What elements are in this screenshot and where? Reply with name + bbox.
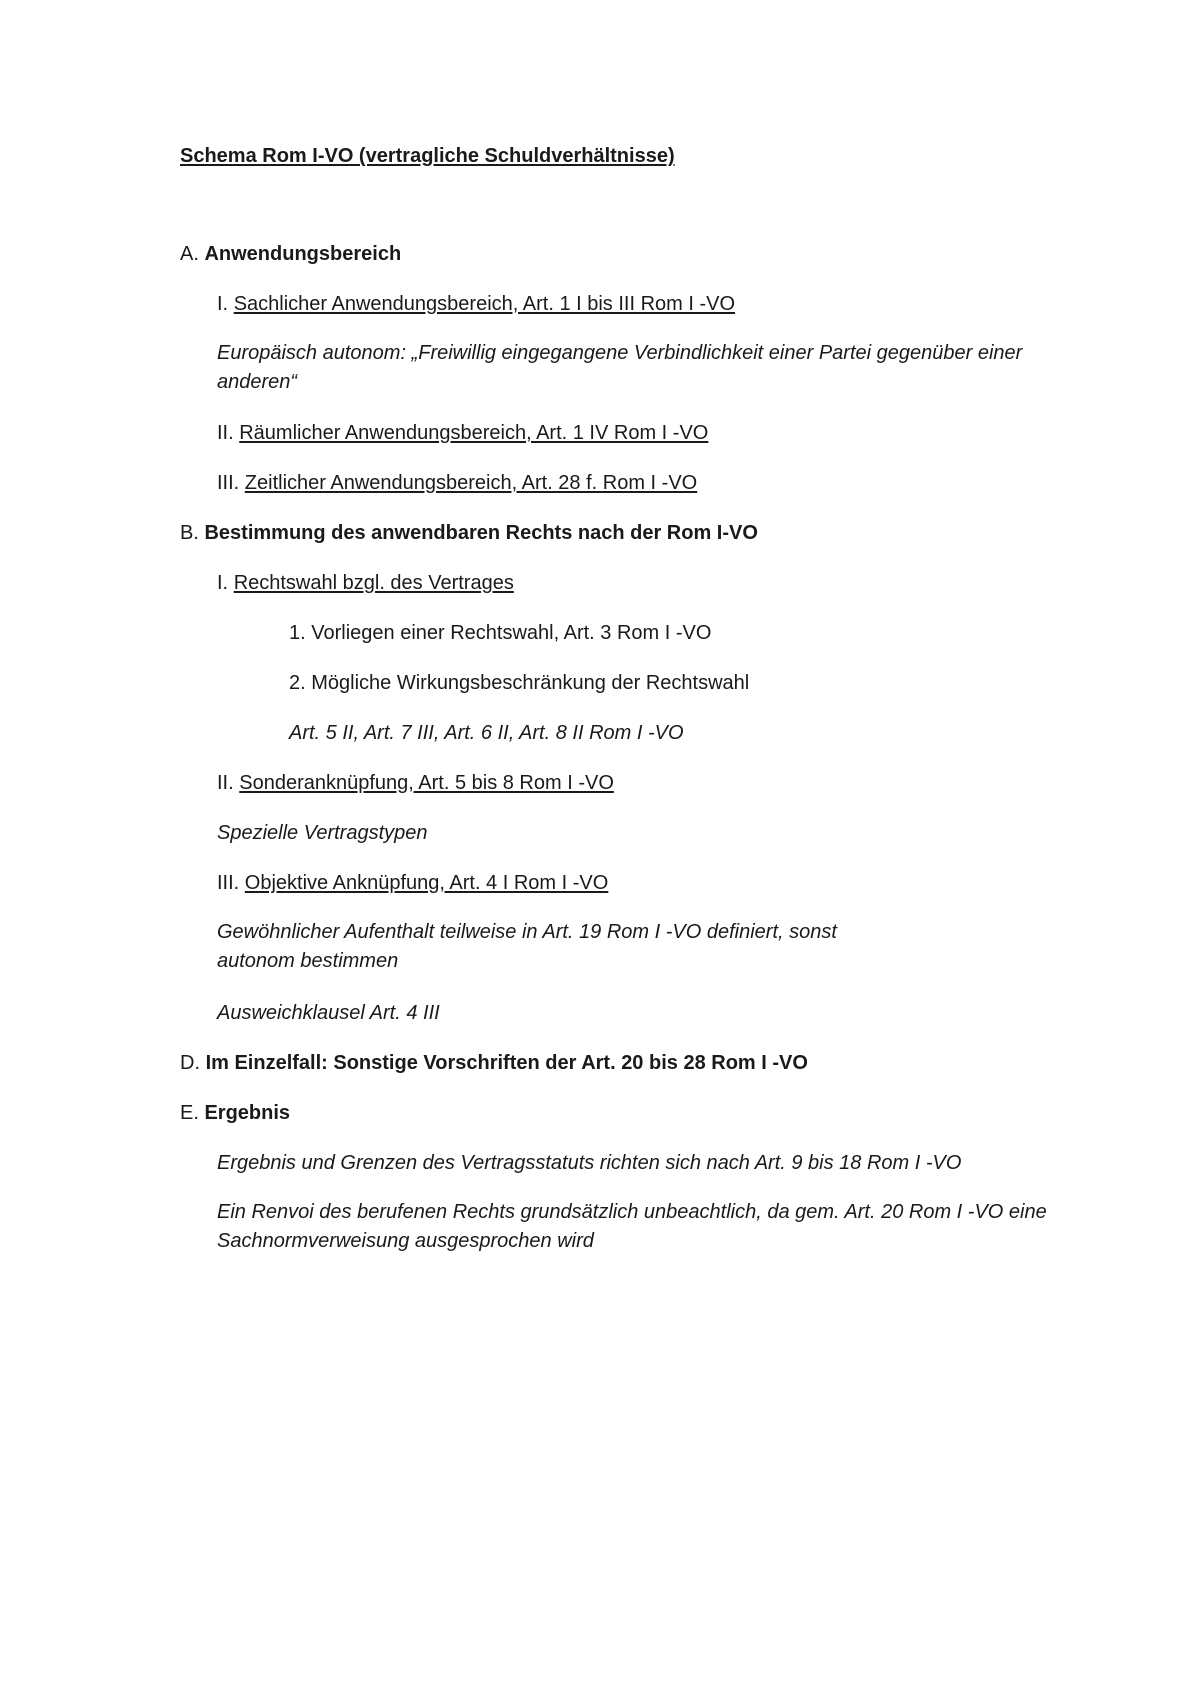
item-raeumlicher-anwendungsbereich	[217, 419, 708, 448]
item-number: I.	[217, 572, 229, 594]
item-zeitlicher-anwendungsbereich	[217, 469, 697, 498]
item-text: Sachlicher Anwendungsbereich, Art. 1 I bis III Rom I -VO	[233, 293, 736, 315]
item-objektive-anknuepfung	[217, 869, 608, 898]
item-number: III.	[217, 472, 240, 494]
item-text: Zeitlicher Anwendungsbereich, Art. 28 f. Rom I -VO	[244, 472, 698, 494]
section-letter: B.	[180, 522, 199, 544]
section-letter: A.	[180, 243, 199, 265]
item-number: II.	[217, 422, 234, 444]
note-ausweichklausel: Ausweichklausel Art. 4 III	[217, 1002, 440, 1024]
item-text: Räumlicher Anwendungsbereich, Art. 1 IV Rom I -VO	[239, 422, 709, 444]
item-number: II.	[217, 772, 234, 794]
section-title: Anwendungsbereich	[204, 243, 402, 265]
item-text: Objektive Anknüpfung, Art. 4 I Rom I -VO	[244, 872, 609, 894]
item-text: Sonderanknüpfung, Art. 5 bis 8 Rom I -VO	[239, 772, 614, 794]
item-sonderanknuepfung	[217, 769, 614, 798]
section-e-heading	[180, 1099, 290, 1128]
note-ergebnis-grenzen: Ergebnis und Grenzen des Vertragsstatuts richten sich nach Art. 9 bis 18 Rom I -VO	[217, 1152, 962, 1174]
section-title: Bestimmung des anwendbaren Rechts nach der Rom I-VO	[204, 522, 758, 544]
section-a-heading	[180, 240, 401, 269]
section-b-heading	[180, 519, 758, 548]
note-autonom-bestimmen: autonom bestimmen	[217, 950, 399, 972]
subitem-wirkungsbeschraenkung: 2. Mögliche Wirkungsbeschränkung der Rechtswahl	[289, 672, 750, 694]
section-d-heading	[180, 1049, 808, 1078]
note-europaeisch-autonom: Europäisch autonom: „Freiwillig eingegangene Verbindlichkeit einer Partei gegenüber einer anderen“	[217, 342, 1023, 393]
item-number: III.	[217, 872, 240, 894]
note-artikel-verweise: Art. 5 II, Art. 7 III, Art. 6 II, Art. 8 II Rom I -VO	[289, 722, 684, 744]
document-title: Schema Rom I-VO (vertragliche Schuldverhältnisse)	[180, 145, 675, 167]
section-letter: E.	[180, 1102, 199, 1124]
item-number: I.	[217, 293, 229, 315]
subitem-vorliegen-rechtswahl: 1. Vorliegen einer Rechtswahl, Art. 3 Rom I -VO	[289, 622, 712, 644]
note-gewoehnlicher-aufenthalt: Gewöhnlicher Aufenthalt teilweise in Art. 19 Rom I -VO definiert, sonst	[217, 921, 837, 943]
item-rechtswahl	[217, 569, 514, 598]
section-title: Ergebnis	[204, 1102, 291, 1124]
section-letter: D.	[180, 1052, 200, 1074]
note-spezielle-vertragstypen: Spezielle Vertragstypen	[217, 822, 428, 844]
item-text: Rechtswahl bzgl. des Vertrages	[233, 572, 514, 594]
section-title: Im Einzelfall: Sonstige Vorschriften der Art. 20 bis 28 Rom I -VO	[205, 1052, 808, 1074]
item-sachlicher-anwendungsbereich	[217, 290, 735, 319]
note-renvoi: Ein Renvoi des berufenen Rechts grundsätzlich unbeachtlich, da gem. Art. 20 Rom I -VO eine Sachnormverweisung ausgesprochen wird	[217, 1201, 1047, 1252]
